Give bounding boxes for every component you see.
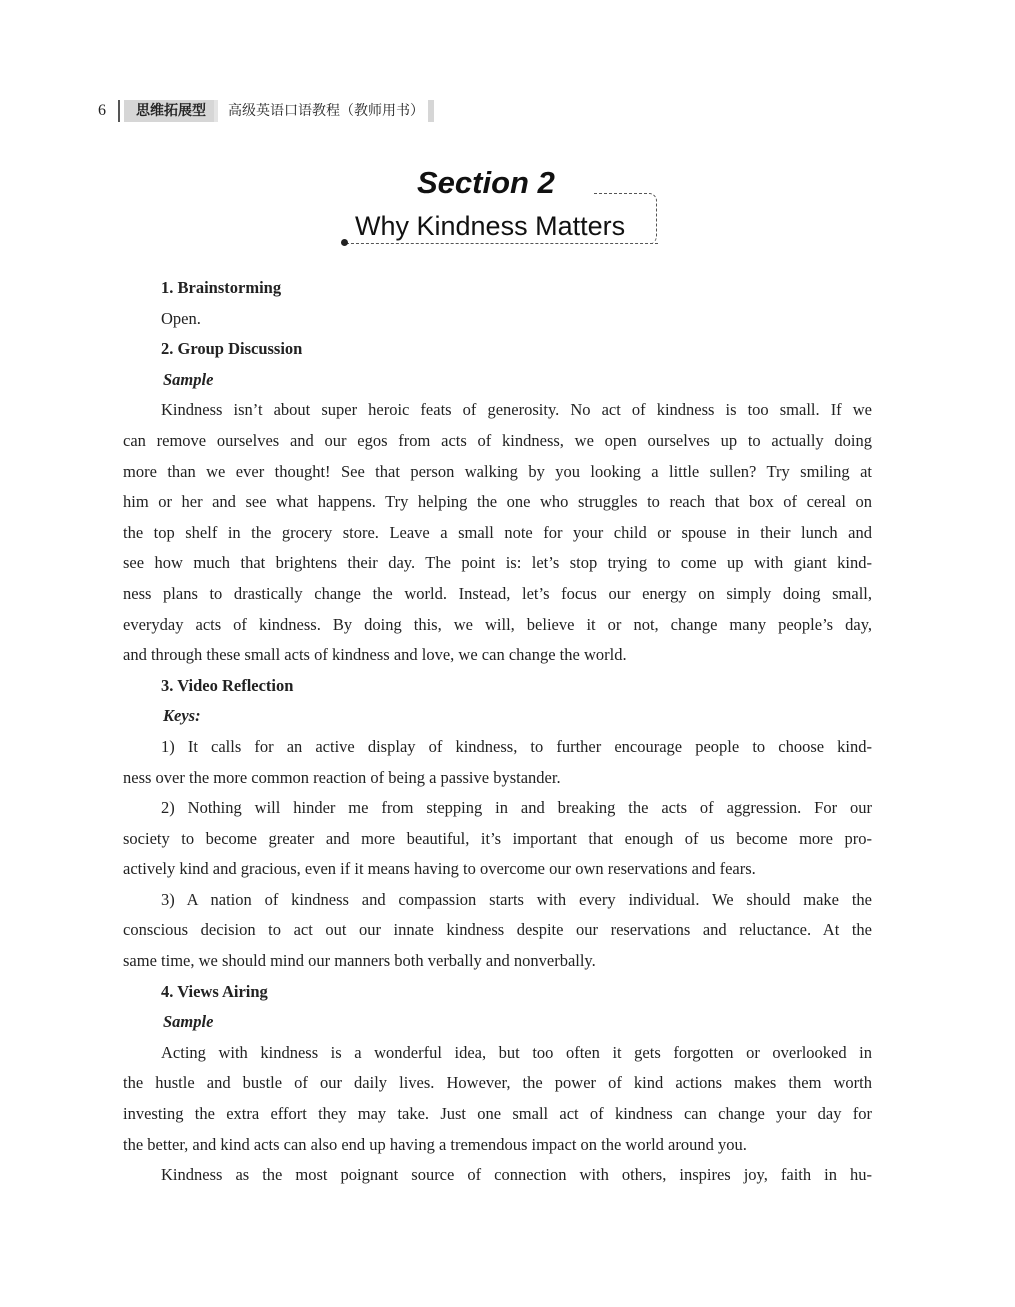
section-item-heading: 3. Video Reflection (161, 675, 294, 695)
paragraph-line: society to become greater and more beautiful, it’s important that enough of us become more pro- (123, 828, 872, 848)
paragraph-line: the better, and kind acts can also end up having a tremendous impact on the world around you. (123, 1134, 747, 1154)
section-item-heading: 4. Views Airing (161, 981, 268, 1001)
paragraph-line: same time, we should mind our manners both verbally and nonverbally. (123, 951, 596, 971)
paragraph-line: Acting with kindness is a wonderful idea, but too often it gets forgotten or overlooked in (161, 1042, 872, 1062)
section-item-heading: 2. Group Discussion (161, 339, 303, 359)
paragraph-line: and through these small acts of kindness and love, we can change the world. (123, 645, 627, 665)
paragraph-line: the hustle and bustle of our daily lives. However, the power of kind actions makes them worth (123, 1073, 872, 1093)
paragraph-line: him or her and see what happens. Try helping the one who struggles to reach that box of cereal on (123, 492, 872, 512)
section-title: Why Kindness Matters (355, 211, 626, 241)
plain-text: Open. (161, 308, 201, 328)
bullet-dot (341, 239, 348, 246)
body-text (123, 273, 872, 1191)
book-title: 高级英语口语教程（教师用书） (214, 100, 434, 122)
paragraph-line: see how much that brightens their day. The point is: let’s stop trying to come up with giant kind- (123, 553, 872, 573)
paragraph-line: more than we ever thought! See that person walking by you looking a little sullen? Try smiling at (123, 461, 872, 481)
paragraph-line: ness plans to drastically change the world. Instead, let’s focus our energy on simply doing small, (123, 583, 872, 603)
subheading: Keys: (163, 706, 201, 726)
paragraph-line: conscious decision to act out our innate kindness despite our reservations and reluctance. At the (123, 920, 872, 940)
paragraph-line: Kindness isn’t about super heroic feats of generosity. No act of kindness is too small. If we (161, 400, 872, 420)
dashed-underline (346, 243, 658, 244)
subheading: Sample (163, 1012, 214, 1032)
paragraph-line: Kindness as the most poignant source of connection with others, inspires joy, faith in hu- (161, 1165, 872, 1185)
paragraph-line: everyday acts of kindness. By doing this, we will, believe it or not, change many people’s day, (123, 614, 872, 634)
paragraph-line: 1) It calls for an active display of kindness, to further encourage people to choose kind- (161, 736, 872, 756)
paragraph-line: 3) A nation of kindness and compassion starts with every individual. We should make the (161, 889, 872, 909)
running-header (98, 99, 434, 123)
section-item-heading: 1. Brainstorming (161, 278, 282, 297)
section-number: Section 2 (417, 165, 555, 200)
page-number: 6 (98, 102, 106, 119)
subheading: Sample (163, 369, 214, 389)
series-label: 思维拓展型 (124, 100, 214, 122)
paragraph-line: the top shelf in the grocery store. Leave a small note for your child or spouse in their lunch and (123, 522, 872, 542)
paragraph-line: investing the extra effort they may take. Just one small act of kindness can change your day for (123, 1104, 872, 1124)
header-divider (118, 100, 120, 122)
paragraph-line: can remove ourselves and our egos from acts of kindness, we open ourselves up to actually doing (123, 430, 872, 450)
paragraph-line: actively kind and gracious, even if it means having to overcome our own reservations and fears. (123, 859, 756, 879)
paragraph-line: ness over the more common reaction of being a passive bystander. (123, 767, 561, 787)
paragraph-line: 2) Nothing will hinder me from stepping in and breaking the acts of aggression. For our (161, 798, 872, 818)
